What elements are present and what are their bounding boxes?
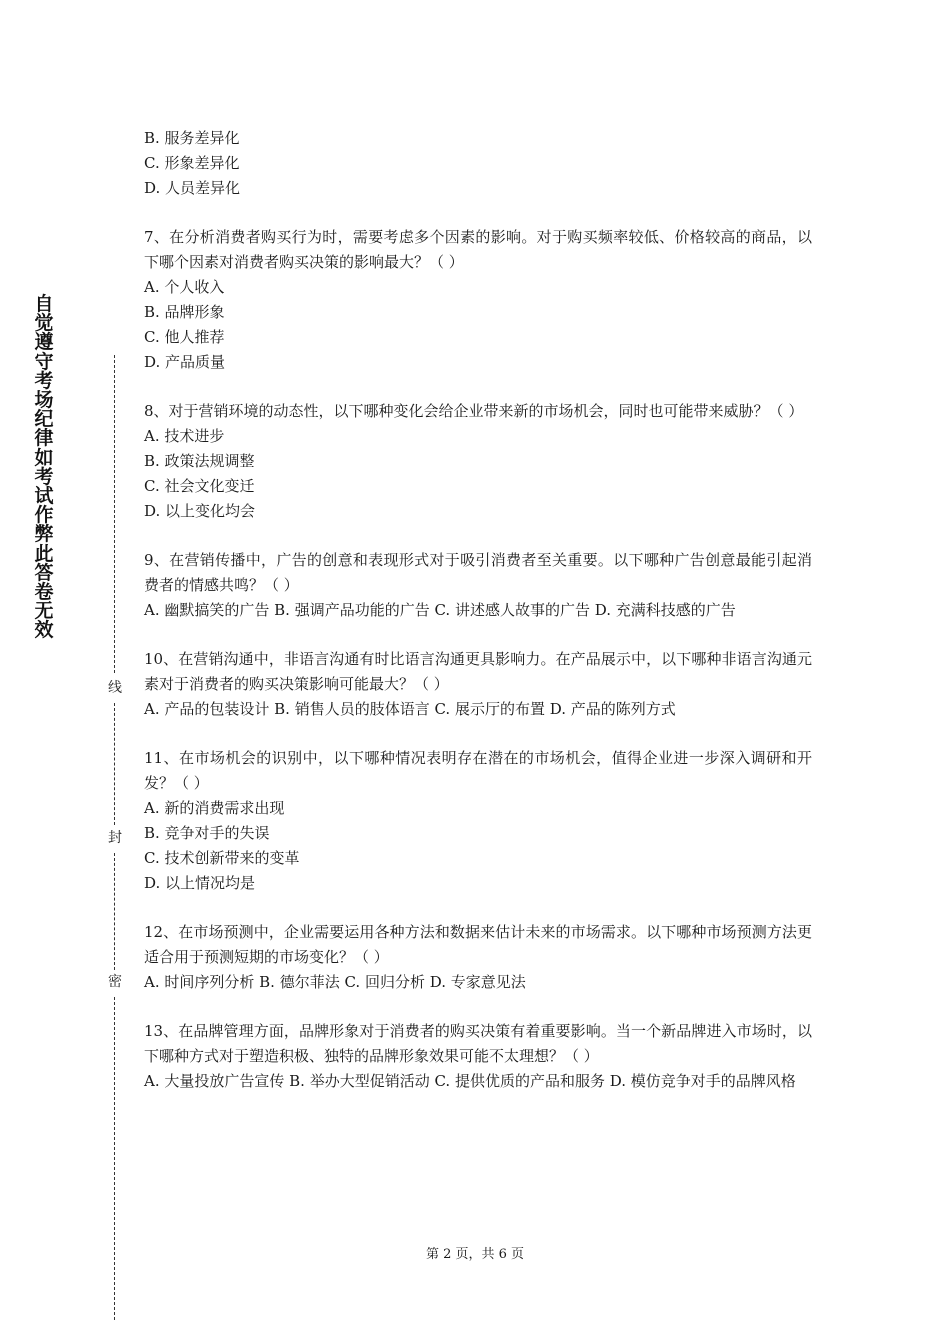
question-10	[144, 647, 812, 722]
option: A. 技术进步	[144, 427, 225, 445]
dashed-line-segment	[114, 853, 115, 970]
prev-question-options	[144, 126, 812, 201]
option: B. 竞争对手的失误	[144, 824, 270, 842]
option: C. 社会文化变迁	[144, 477, 255, 495]
question-9	[144, 548, 812, 623]
dashed-line-segment	[114, 997, 115, 1320]
question-7	[144, 225, 812, 375]
question-12	[144, 920, 812, 995]
binding-label-xian: 线	[108, 680, 122, 696]
option: D. 产品质量	[144, 353, 226, 371]
question-text: 13、在品牌管理方面，品牌形象对于消费者的购买决策有着重要影响。当一个新品牌进入市场时，以下哪种方式对于塑造积极、独特的品牌形象效果可能不太理想？（ ）	[144, 1022, 812, 1065]
option: D. 以上变化均会	[144, 502, 256, 520]
question-11	[144, 746, 812, 896]
dashed-line-segment	[114, 703, 115, 825]
question-text: 9、在营销传播中，广告的创意和表现形式对于吸引消费者至关重要。以下哪种广告创意最能引起消费者的情感共鸣？（ ）	[144, 551, 812, 594]
inline-options: A. 大量投放广告宣传 B. 举办大型促销活动 C. 提供优质的产品和服务 D. 模仿竞争对手的品牌风格	[144, 1072, 796, 1090]
binding-line	[100, 355, 130, 1320]
option: A. 新的消费需求出现	[144, 799, 285, 817]
option: D. 以上情况均是	[144, 874, 256, 892]
binding-label-feng: 封	[108, 830, 122, 846]
inline-options: A. 产品的包装设计 B. 销售人员的肢体语言 C. 展示厅的布置 D. 产品的陈列方式	[144, 700, 676, 718]
question-text: 10、在营销沟通中，非语言沟通有时比语言沟通更具影响力。在产品展示中，以下哪种非语言沟通元素对于消费者的购买决策影响可能最大？（ ）	[144, 650, 812, 693]
option: B. 政策法规调整	[144, 452, 255, 470]
inline-options: A. 时间序列分析 B. 德尔菲法 C. 回归分析 D. 专家意见法	[144, 973, 526, 991]
question-text: 11、在市场机会的识别中，以下哪种情况表明存在潜在的市场机会，值得企业进一步深入调研和开发？（ ）	[144, 749, 812, 792]
inline-options: A. 幽默搞笑的广告 B. 强调产品功能的广告 C. 讲述感人故事的广告 D. 充满科技感的广告	[144, 601, 736, 619]
option: C. 他人推荐	[144, 328, 225, 346]
option: D. 人员差异化	[144, 179, 241, 197]
question-content	[144, 126, 812, 1094]
page-number: 第 2 页，共 6 页	[425, 1247, 525, 1262]
dashed-line-segment	[114, 355, 115, 673]
question-text: 12、在市场预测中，企业需要运用各种方法和数据来估计未来的市场需求。以下哪种市场预测方法更适合用于预测短期的市场变化？（ ）	[144, 923, 812, 966]
question-13	[144, 1019, 812, 1094]
option: B. 品牌形象	[144, 303, 225, 321]
option: C. 形象差异化	[144, 154, 240, 172]
option: B. 服务差异化	[144, 129, 240, 147]
binding-label-mi: 密	[108, 974, 122, 990]
question-text: 7、在分析消费者购买行为时，需要考虑多个因素的影响。对于购买频率较低、价格较高的商品，以下哪个因素对消费者购买决策的影响最大？（ ）	[144, 228, 812, 271]
option: A. 个人收入	[144, 278, 225, 296]
exam-discipline-warning: 自觉遵守考场纪律如考试作弊此答卷无效	[34, 293, 54, 642]
option: C. 技术创新带来的变革	[144, 849, 300, 867]
question-text: 8、对于营销环境的动态性，以下哪种变化会给企业带来新的市场机会，同时也可能带来威胁？（ ）	[144, 402, 804, 420]
question-8	[144, 399, 812, 524]
